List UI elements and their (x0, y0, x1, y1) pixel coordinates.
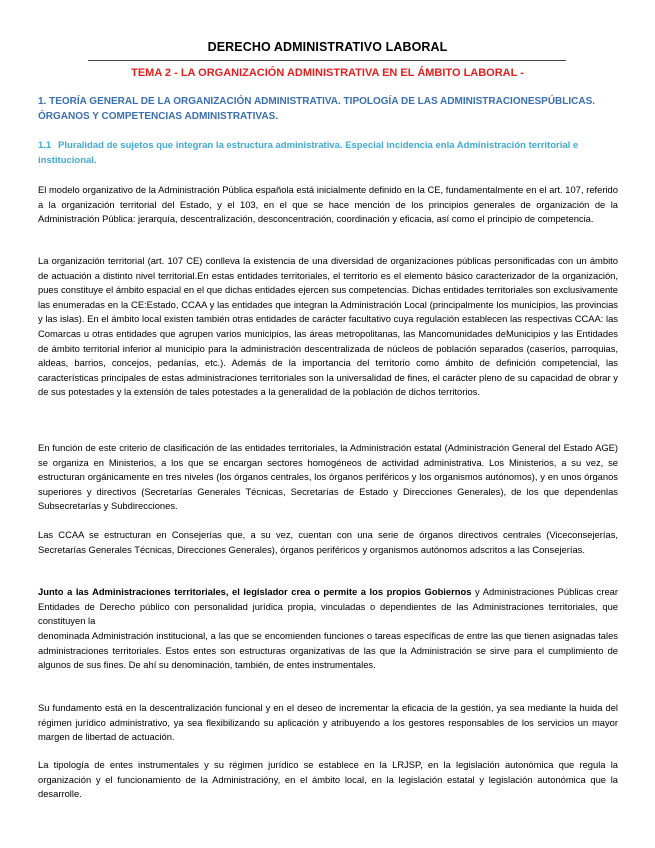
document-title: DERECHO ADMINISTRATIVO LABORAL (207, 40, 448, 54)
paragraph-6: denominada Administración institucional, a las que se encomienden funciones o tareas específicas de entre las que tienen asignadas tales administraciones territoriales. Estos entes son estructuras organizativas de las que la Administración se sirve para el cumplimiento de algunos de sus fines. De ahí su denominación, también, de entes instrumentales. (38, 630, 618, 671)
title-divider (88, 60, 566, 61)
paragraph-5 (38, 585, 618, 629)
section-heading: 1. TEORÍA GENERAL DE LA ORGANIZACIÓN ADMINISTRATIVA. TIPOLOGÍA DE LAS ADMINISTRACIONESPÚBLICAS. ÓRGANOS Y COMPETENCIAS ADMINISTRATIVAS. (38, 96, 596, 122)
paragraph-5-text: y Administraciones Públicas crear Entidades de Derecho público con personalidad jurídica propia, vinculadas o dependientes de las Administraciones territoriales, que constituyen la (38, 586, 618, 627)
subsection-title: Pluralidad de sujetos que integran la estructura administrativa. Especial incidencia enla Administración territorial e institucional. (38, 140, 579, 166)
paragraph-5-bold: Junto a las Administraciones territoriales, el legislador crea o permite a los propios Gobiernos (38, 586, 472, 597)
paragraph-7: Su fundamento está en la descentralización funcional y en el deseo de incrementar la eficacia de la gestión, ya sea mediante la huida del régimen jurídico administrativo, ya sea flexibilizando su aplicación y atribuyendo a los gestores responsables de los servicios un mayor margen de libertad de actuación. (38, 702, 618, 743)
paragraph-4: Las CCAA se estructuran en Consejerías que, a su vez, cuentan con una serie de órganos directivos centrales (Viceconsejerías, Secretarías Generales Técnicas, Direcciones Generales), órganos periféricos y organismos autónomos adscritos a las Consejerías. (38, 529, 618, 555)
tema-title: TEMA 2 - LA ORGANIZACIÓN ADMINISTRATIVA EN EL ÁMBITO LABORAL - (131, 67, 524, 79)
paragraph-3: En función de este criterio de clasificación de las entidades territoriales, la Administración estatal (Administración General del Estado AGE) se organiza en Ministerios, a los que se encargan sectores homogéneos de actividad administrativa. Los Ministerios, a su vez, se estructuran orgánicamente en tres niveles (los órganos centrales, los órganos periféricos y los organismos autónomos), y en unos órganos superiores y directivos (Secretarías Generales Técnicas, Secretarías de Estado y Direcciones Generales), de los que dependenlas Subsecretarías y Subdirecciones. (38, 442, 618, 512)
subsection-heading (38, 139, 628, 168)
subsection-number: 1.1 (38, 140, 52, 151)
paragraph-8: La tipología de entes instrumentales y su régimen jurídico se establece en la LRJSP, en la legislación autonómica que regula la organización y el funcionamiento de la Administracióny, en el ámbito local, en la legislación estatal y legislación autonómica que la desarrolle. (38, 759, 618, 800)
paragraph-2: La organización territorial (art. 107 CE) conlleva la existencia de una diversidad de organizaciones públicas personificadas con un ámbito de actuación a distinto nivel territorial.En estas entidades territoriales, el territorio es el elemento básico caracterizador de la organización, pues constituye el ámbito espacial en el que dichas entidades ejercen sus competencias. Dichas entidades territoriales son exclusivamente las enumeradas en la CE:Estado, CCAA y las entidades que integran la Administración Local (principalmente los municipios, las provincias y las islas). En el ámbito local existen también otras entidades de carácter facultativo cuya regulación establecen las respectivas CCAA: las Comarcas u otras entidades que agrupen varios municipios, las áreas metropolitanas, las Mancomunidades deMunicipios y las Entidades de ámbito territorial inferior al municipio para la administración descentralizada de núcleos de población separados (caseríos, parroquias, aldeas, barrios, concejos, pedanías, etc.). Además de la importancia del territorio como ámbito de definición competencial, las características principales de estas administraciones territoriales son la universalidad de fines, el carácter pleno de su capacidad de obrar y de sus potestades y la extensión de tales potestades a la generalidad de la población de dichos territorios. (38, 255, 618, 398)
paragraph-1: El modelo organizativo de la Administración Pública española está inicialmente definido en la CE, fundamentalmente en el art. 107, referido a la organización territorial del Estado, y el 103, en el que se hace mención de los principios generales de organización de la Administración Pública: jerarquía, descentralización, desconcentración, coordinación y eficacia, así como el principio de competencia. (38, 184, 618, 225)
